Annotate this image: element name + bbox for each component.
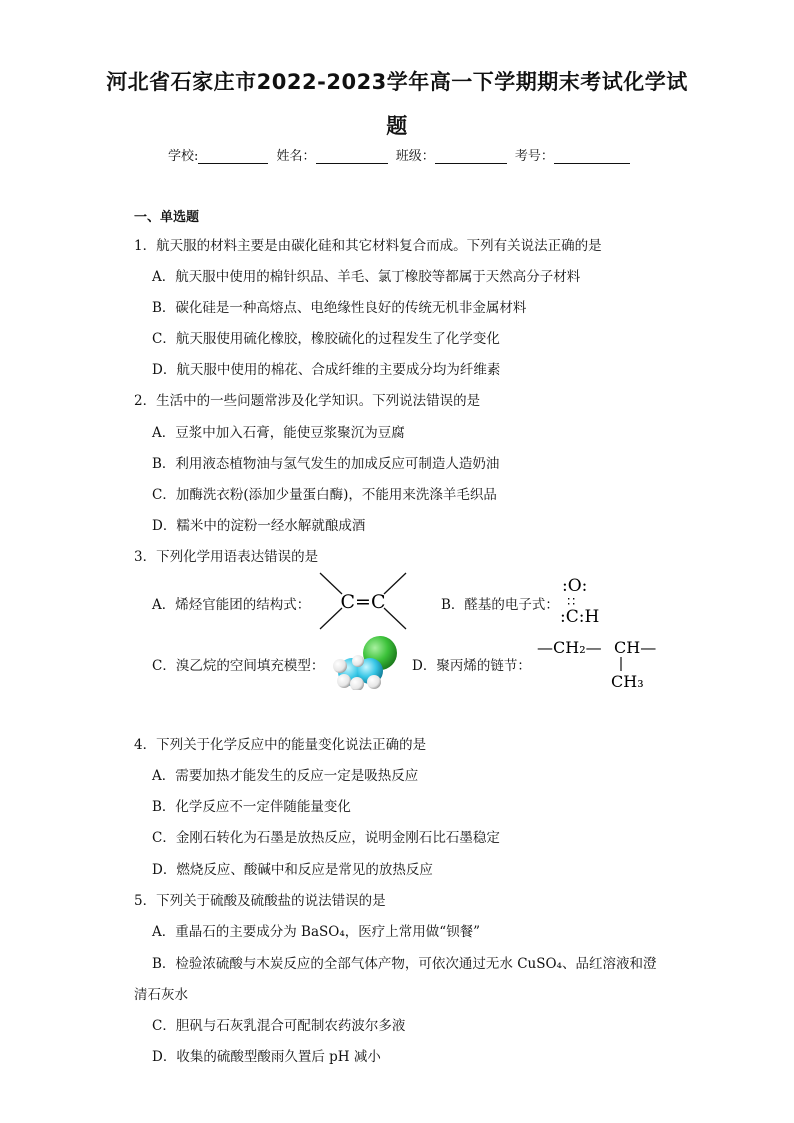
section-heading: 一、单选题 [134,210,200,225]
chain-ch2-text: —CH₂— [537,638,602,657]
question-1-option-b: B．碳化硅是一种高熔点、电绝缘性良好的传统无机非金属材料 [152,300,527,316]
question-3-option-b: B．醛基的电子式： [441,597,559,613]
question-2-option-d: D．糯米中的淀粉一经水解就酿成酒 [152,518,366,534]
question-4-stem: 4．下列关于化学反应中的能量变化说法正确的是 [134,737,427,753]
alkene-formula-text: C=C [340,591,386,613]
page-title: 河北省石家庄市2022-2023学年高一下学期期末考试化学试 [106,70,688,94]
question-5-option-b-continued: 清石灰水 [134,987,188,1003]
student-info-line [168,145,634,164]
school-blank [198,149,268,164]
question-2-option-c: C．加酶洗衣粉(添加少量蛋白酶)，不能用来洗涤羊毛织品 [152,487,497,503]
chain-ch-text: CH— [614,638,657,657]
hydrogen-atom-1 [333,659,347,673]
question-1-option-a: A．航天服中使用的棉针织品、羊毛、氯丁橡胶等都属于天然高分子材料 [152,269,581,285]
hydrogen-atom-5 [352,655,364,667]
aldehyde-carbon-text: :C:H [560,607,600,626]
hydrogen-atom-4 [367,675,381,689]
question-4-option-c: C．金刚石转化为石墨是放热反应，说明金刚石比石墨稳定 [152,830,500,846]
question-3-stem: 3．下列化学用语表达错误的是 [134,549,319,565]
bromoethane-space-filling-model [330,634,402,690]
question-3-option-d: D．聚丙烯的链节： [412,658,531,674]
question-2-option-b: B．利用液态植物油与氢气发生的加成反应可制造人造奶油 [152,456,500,472]
question-2-stem: 2．生活中的一些问题常涉及化学知识。下列说法错误的是 [134,393,481,409]
class-blank [435,149,507,164]
question-4-option-a: A．需要加热才能发生的反应一定是吸热反应 [152,768,419,784]
aldehyde-bond-dots-left: ∶ [567,595,571,610]
polypropylene-repeat-unit [535,634,665,692]
alkene-structural-formula [316,570,410,632]
question-5-option-d: D．收集的硫酸型酸雨久置后 pH 减小 [152,1049,381,1065]
question-5-stem: 5．下列关于硫酸及硫酸盐的说法错误的是 [134,893,386,909]
question-5-option-a: A．重晶石的主要成分为 BaSO₄，医疗上常用做“钡餐” [152,924,481,940]
question-5-option-b: B．检验浓硫酸与木炭反应的全部气体产物，可依次通过无水 CuSO₄、品红溶液和澄 [152,956,657,972]
name-label: 姓名： [276,149,316,164]
question-5-option-c: C．胆矾与石灰乳混合可配制农药波尔多液 [152,1018,406,1034]
question-1-stem: 1．航天服的材料主要是由碳化硅和其它材料复合而成。下列有关说法正确的是 [134,238,602,254]
class-label: 班级： [395,149,435,164]
question-3-option-c: C．溴乙烷的空间填充模型： [152,658,325,674]
question-1-option-d: D．航天服中使用的棉花、合成纤维的主要成分均为纤维素 [152,362,501,378]
question-3-option-a: A．烯烃官能团的结构式： [152,597,311,613]
aldehyde-oxygen-text: :O: [562,576,588,596]
aldehyde-bond-dots-right: ∶ [572,595,576,610]
chain-ch3-text: CH₃ [611,672,644,691]
school-label: 学校: [168,149,199,164]
exam-number-blank [554,149,630,164]
name-blank [316,149,388,164]
exam-number-label: 考号： [514,149,554,164]
question-4-option-b: B．化学反应不一定伴随能量变化 [152,799,351,815]
question-4-option-d: D．燃烧反应、酸碱中和反应是常见的放热反应 [152,862,433,878]
question-1-option-c: C．航天服使用硫化橡胶，橡胶硫化的过程发生了化学变化 [152,331,500,347]
hydrogen-atom-2 [337,674,351,688]
page-title-continued: 题 [386,114,408,138]
question-2-option-a: A．豆浆中加入石膏，能使豆浆聚沉为豆腐 [152,425,405,441]
aldehyde-electron-formula [556,574,606,626]
